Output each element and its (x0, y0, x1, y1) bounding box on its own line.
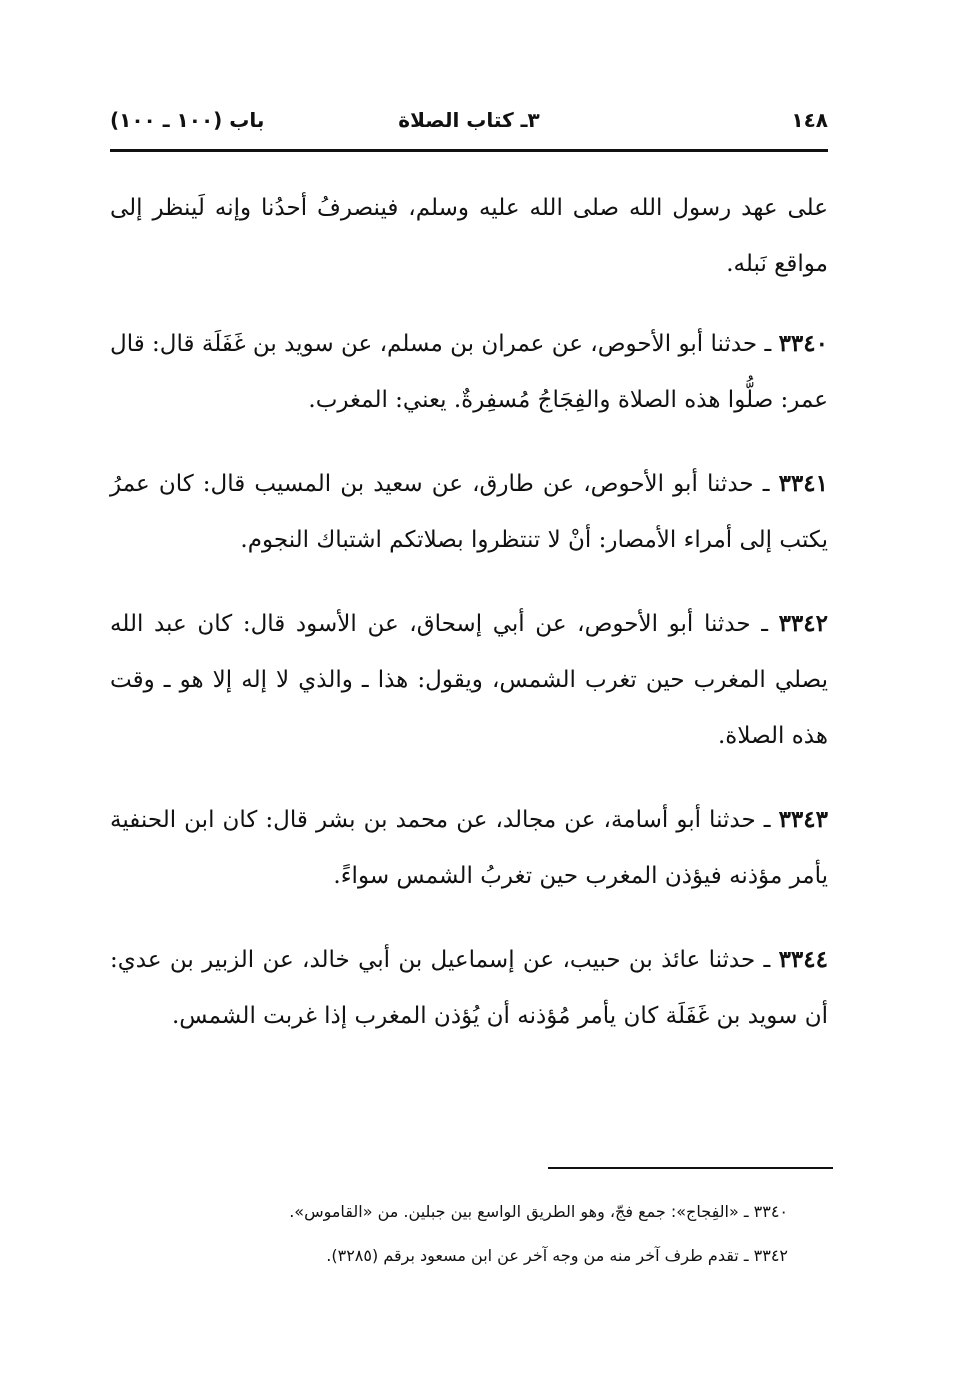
footnote-separator (548, 1167, 833, 1169)
hadith-text: ـ حدثنا عائذ بن حبيب، عن إسماعيل بن أبي خالد، عن الزبير بن عدي: أن سويد بن غَفَلَة كان يأمر مُؤذنه أن يُؤذن المغرب إذا غربت الشمس. (110, 947, 828, 1029)
paragraph-text: على عهد رسول الله صلى الله عليه وسلم، فينصرفُ أحدُنا وإنه لَينظر إلى مواقع نَبله. (110, 195, 828, 277)
hadith-paragraph (110, 596, 828, 764)
hadith-text: ـ حدثنا أبو الأحوص، عن عمران بن مسلم، عن سويد بن غَفَلَة قال: قال عمر: صلُّوا هذه الصلاة والفِجَاجُ مُسفِرةٌ. يعني: المغرب. (110, 331, 828, 413)
footnotes (110, 1190, 828, 1278)
hadith-text: ـ حدثنا أبو أسامة، عن مجالد، عن محمد بن بشر قال: كان ابن الحنفية يأمر مؤذنه فيؤذن المغرب حين تغربُ الشمس سواءً. (110, 807, 828, 889)
hadith-paragraph (110, 792, 828, 904)
page-header (110, 102, 828, 142)
hadith-paragraph (110, 932, 828, 1044)
chapter-reference: باب (١٠٠ ـ ١٠٠) (110, 108, 265, 132)
hadith-paragraph (110, 456, 828, 568)
footnote: ٣٣٤٠ ـ «الفِجاج»: جمع فجّ، وهو الطريق الواسع بين جبلين. من «القاموس». (289, 1202, 788, 1221)
header-rule (110, 149, 828, 152)
hadith-paragraph (110, 316, 828, 428)
footnote: ٣٣٤٢ ـ تقدم طرف آخر منه من وجه آخر عن ابن مسعود برقم (٣٢٨٥). (326, 1246, 788, 1265)
book-title: ٣ـ كتاب الصلاة (398, 108, 540, 132)
hadith-text: ـ حدثنا أبو الأحوص، عن طارق، عن سعيد بن المسيب قال: كان عمرُ يكتب إلى أمراء الأمصار: أنْ لا تنتظروا بصلاتكم اشتباك النجوم. (110, 471, 828, 553)
hadith-number: ٣٣٤٢ (778, 610, 828, 637)
page-number: ١٤٨ (791, 108, 828, 132)
paragraph-continuation (110, 180, 828, 292)
hadith-number: ٣٣٤٤ (778, 946, 828, 973)
hadith-number: ٣٣٤٣ (778, 806, 828, 833)
main-text (110, 180, 828, 1072)
hadith-text: ـ حدثنا أبو الأحوص، عن أبي إسحاق، عن الأسود قال: كان عبد الله يصلي المغرب حين تغرب الشمس، ويقول: هذا ـ والذي لا إله إلا هو ـ وقت هذه الصلاة. (110, 611, 828, 749)
hadith-number: ٣٣٤٠ (778, 330, 828, 357)
hadith-number: ٣٣٤١ (778, 470, 828, 497)
